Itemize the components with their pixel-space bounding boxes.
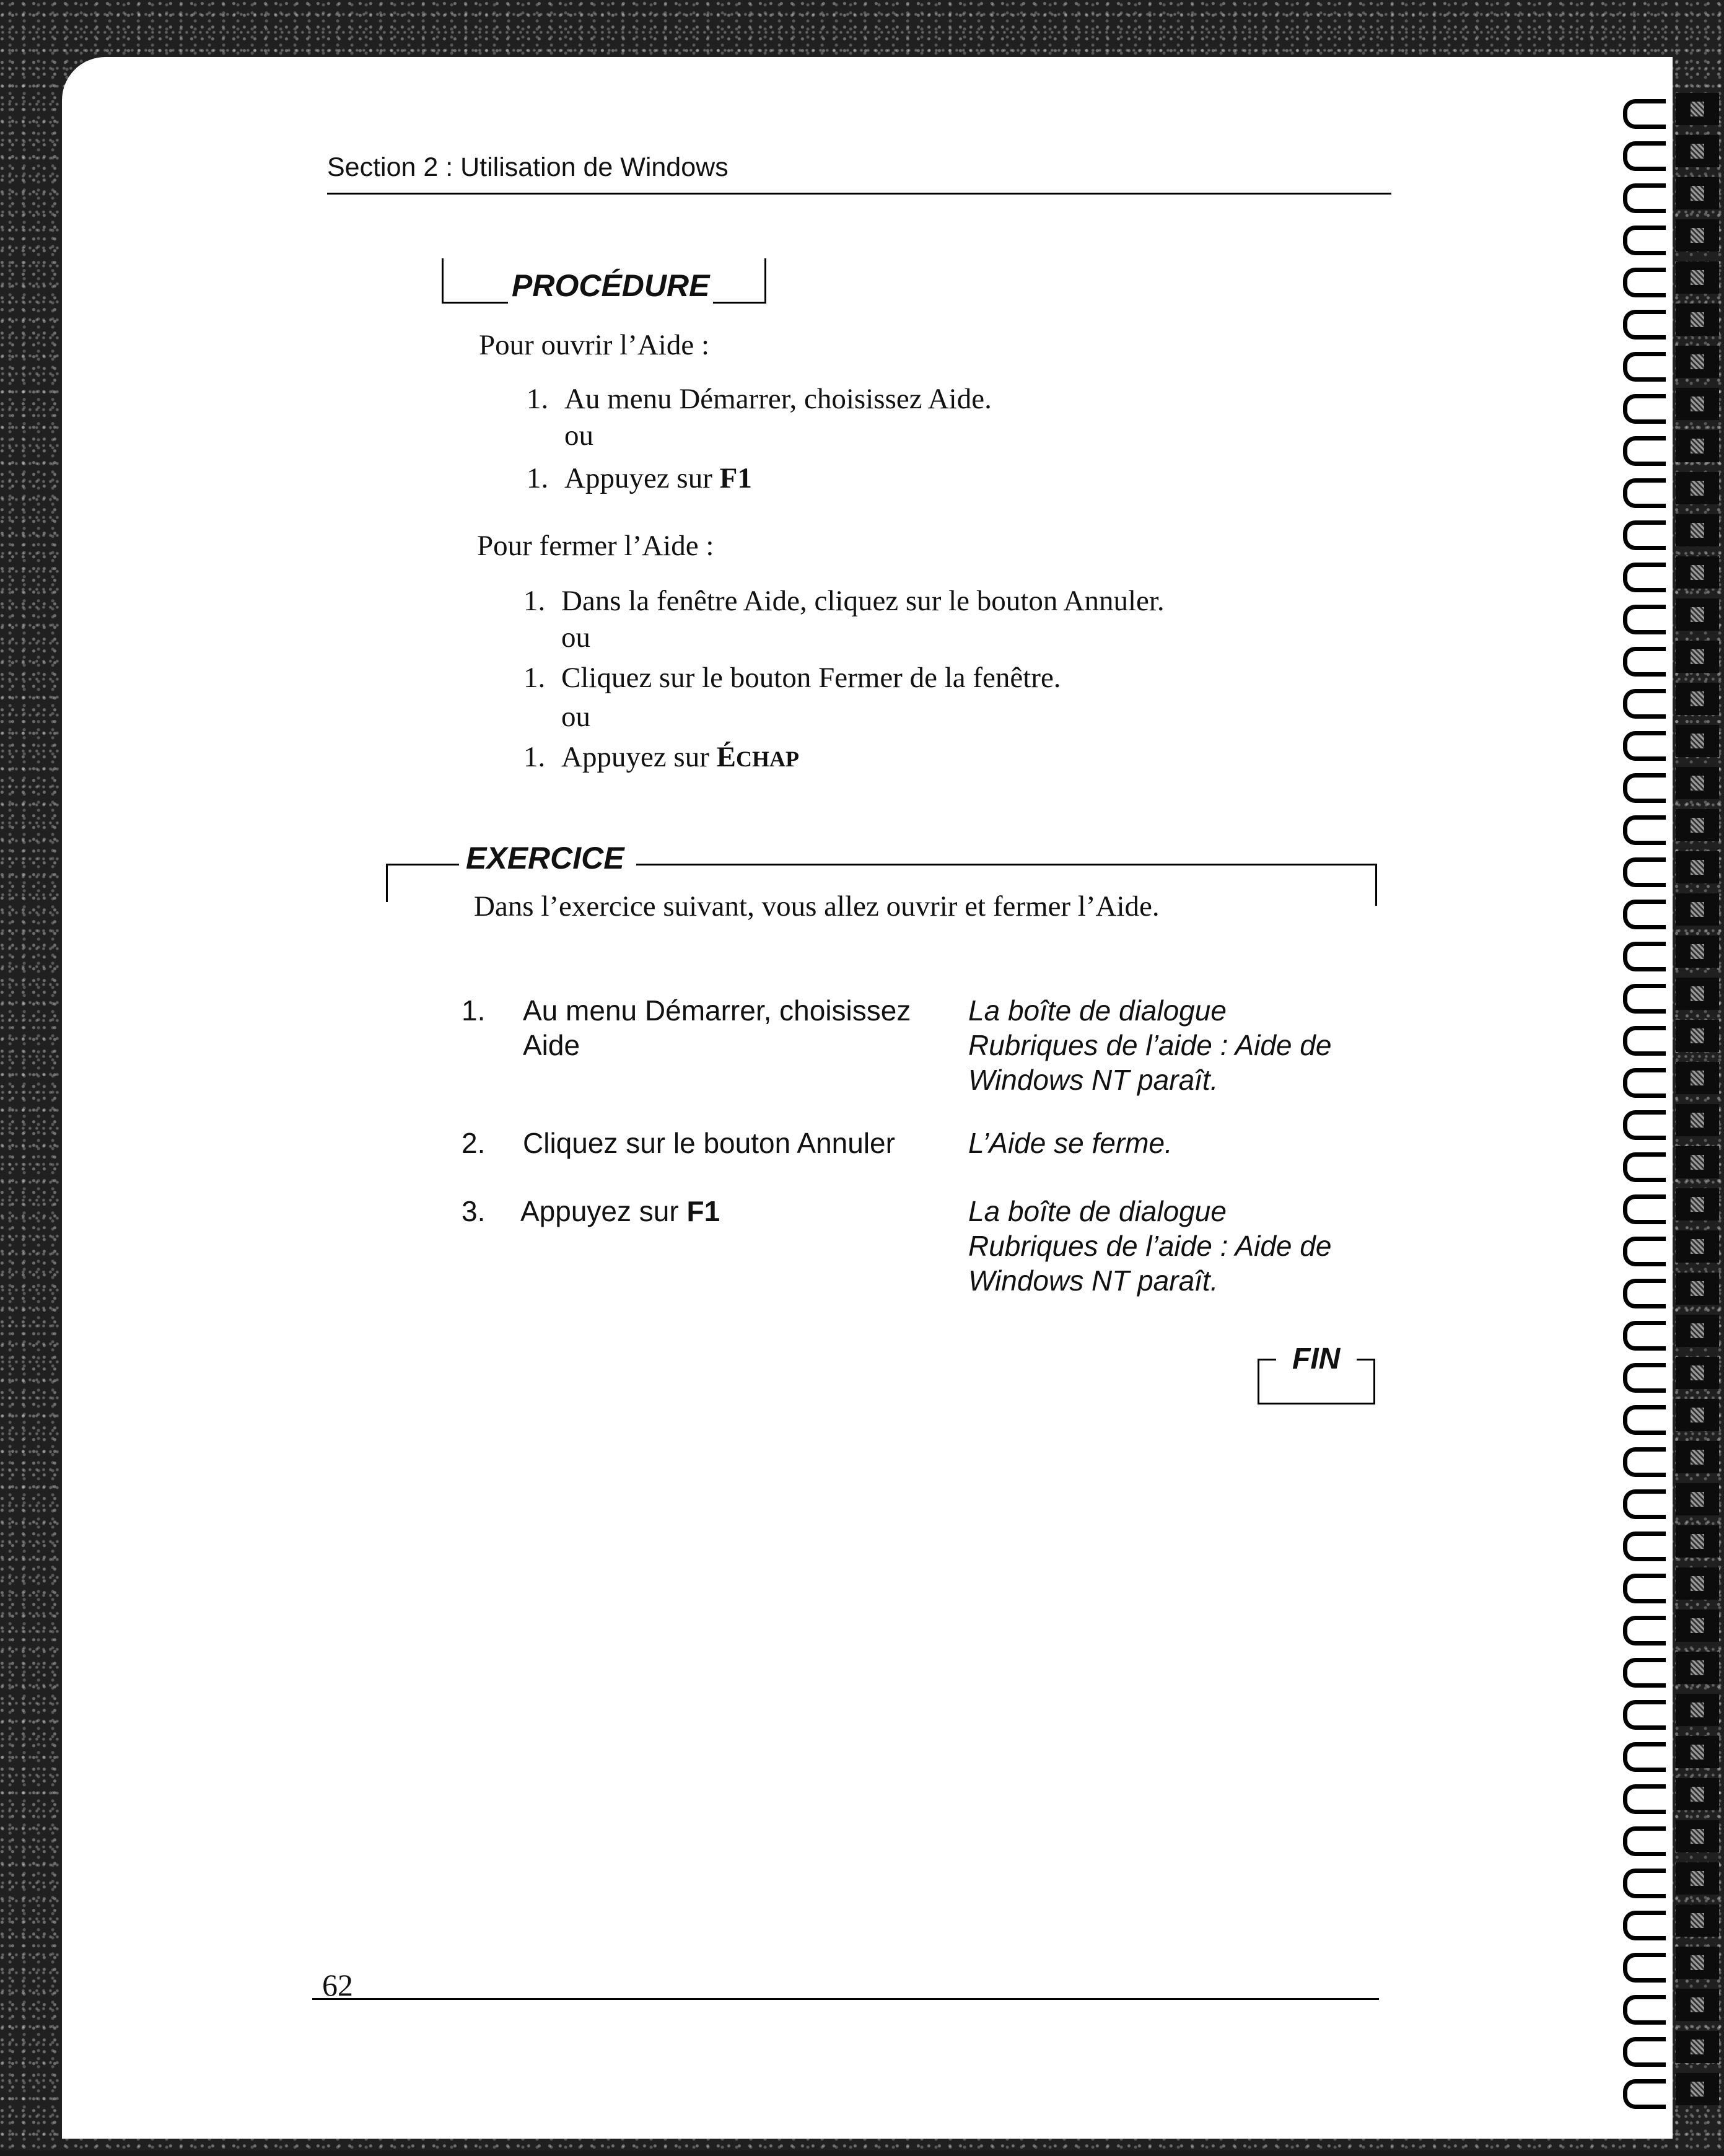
spiral-hole: [1676, 1188, 1719, 1220]
exercise-step-1-num: 1.: [462, 994, 486, 1027]
spiral-hole: [1676, 725, 1719, 757]
spiral-coil: [1623, 99, 1666, 129]
close-step-2-text: Cliquez sur le bouton Fermer de la fenêtre.: [561, 662, 1061, 694]
spiral-coil: [1623, 310, 1666, 340]
spiral-hole: [1676, 388, 1719, 420]
spiral-hole: [1676, 1020, 1719, 1052]
spiral-hole: [1676, 177, 1719, 209]
spiral-coil: [1623, 900, 1666, 929]
page-number: 62: [322, 1968, 353, 2002]
spiral-hole: [1676, 1736, 1719, 1768]
spiral-coil: [1623, 1784, 1666, 1814]
spiral-hole: [1676, 1947, 1719, 1979]
spiral-coil: [1623, 478, 1666, 508]
spiral-hole: [1676, 1062, 1719, 1094]
spiral-coil: [1623, 1026, 1666, 1056]
spiral-coil: [1623, 2037, 1666, 2067]
spiral-coil: [1623, 942, 1666, 971]
exercise-step-2-action: Cliquez sur le bouton Annuler: [523, 1127, 895, 1159]
spiral-hole: [1676, 261, 1719, 294]
spiral-hole: [1676, 1778, 1719, 1810]
spiral-hole: [1676, 1862, 1719, 1895]
spiral-coil: [1623, 1152, 1666, 1182]
spiral-coil: [1623, 1574, 1666, 1603]
spiral-hole: [1676, 1104, 1719, 1136]
exercise-frame-top-left: [386, 864, 459, 865]
spiral-hole: [1676, 1820, 1719, 1852]
spiral-coil: [1623, 1110, 1666, 1140]
or-label: ou: [564, 419, 593, 452]
or-label: ou: [561, 701, 590, 733]
spiral-hole: [1676, 598, 1719, 631]
open-step-2-text: Appuyez sur F1: [564, 462, 752, 494]
spiral-hole: [1676, 472, 1719, 504]
exercise-step-2-result: L’Aide se ferme.: [968, 1127, 1173, 1159]
spiral-hole: [1676, 1230, 1719, 1263]
spiral-coil: [1623, 1869, 1666, 1898]
close-step-1-num: 1.: [523, 585, 546, 617]
spiral-coil: [1623, 1489, 1666, 1519]
spiral-coil: [1623, 1826, 1666, 1856]
spiral-coil: [1623, 352, 1666, 382]
spiral-hole: [1676, 2031, 1719, 2063]
spiral-hole: [1676, 851, 1719, 883]
footer-rule: [312, 1998, 1379, 2000]
spiral-hole: [1676, 978, 1719, 1010]
spiral-hole: [1676, 641, 1719, 673]
or-label: ou: [561, 621, 590, 654]
spiral-hole: [1676, 1694, 1719, 1726]
spiral-coil: [1623, 1953, 1666, 1983]
end-label: FIN: [1292, 1343, 1341, 1375]
spiral-coil: [1623, 689, 1666, 719]
spiral-coil: [1623, 1911, 1666, 1940]
spiral-hole: [1676, 1273, 1719, 1305]
spiral-coil: [1623, 394, 1666, 424]
spiral-coil: [1623, 520, 1666, 550]
exercise-step-1-action: Au menu Démarrer, choisissez Aide: [523, 994, 911, 1061]
spiral-coil: [1623, 1363, 1666, 1393]
spiral-hole: [1676, 430, 1719, 462]
spiral-coil: [1623, 1995, 1666, 2025]
exercise-frame-left: [386, 864, 388, 902]
spiral-coil: [1623, 268, 1666, 297]
spiral-coil: [1623, 1742, 1666, 1772]
close-step-3-text: Appuyez sur ÉCHAP: [561, 741, 799, 773]
exercise-step-3-num: 3.: [462, 1195, 486, 1227]
exercise-step-1-result: La boîte de dialogue Rubriques de l’aide : Aide de Windows NT paraît.: [968, 994, 1332, 1096]
spiral-hole: [1676, 556, 1719, 589]
exercise-frame-right: [1375, 864, 1377, 906]
document-page: [62, 57, 1673, 2139]
end-box-top-right: [1357, 1359, 1373, 1361]
spiral-hole: [1676, 1483, 1719, 1515]
spiral-hole: [1676, 1610, 1719, 1642]
spiral-coil: [1623, 647, 1666, 677]
spiral-coil: [1623, 731, 1666, 761]
exercise-intro: Dans l’exercice suivant, vous allez ouvrir et fermer l’Aide.: [474, 890, 1160, 922]
end-box-top-left: [1258, 1359, 1276, 1361]
spiral-hole: [1676, 1146, 1719, 1178]
spiral-coil: [1623, 2079, 1666, 2109]
exercise-title: EXERCICE: [466, 841, 624, 875]
spiral-hole: [1676, 936, 1719, 968]
spiral-coil: [1623, 436, 1666, 466]
spiral-hole: [1676, 1567, 1719, 1600]
spiral-coil: [1623, 1194, 1666, 1224]
spiral-hole: [1676, 809, 1719, 841]
procedure-title: PROCÉDURE: [508, 268, 713, 304]
spiral-hole: [1676, 1357, 1719, 1389]
spiral-coil: [1623, 1405, 1666, 1435]
spiral-hole: [1676, 1652, 1719, 1684]
spiral-hole: [1676, 683, 1719, 715]
spiral-hole: [1676, 93, 1719, 125]
close-step-1-text: Dans la fenêtre Aide, cliquez sur le bouton Annuler.: [561, 585, 1165, 617]
spiral-hole: [1676, 1904, 1719, 1937]
exercise-step-3-result: La boîte de dialogue Rubriques de l’aide : Aide de Windows NT paraît.: [968, 1195, 1332, 1297]
spiral-hole: [1676, 767, 1719, 799]
header-rule: [327, 193, 1391, 195]
close-step-2-num: 1.: [523, 662, 546, 694]
key-f1: F1: [686, 1195, 720, 1227]
exercise-step-2-num: 2.: [462, 1127, 486, 1159]
open-help-intro: Pour ouvrir l’Aide :: [479, 329, 710, 361]
spiral-coil: [1623, 1616, 1666, 1645]
spiral-hole: [1676, 1315, 1719, 1347]
spiral-coil: [1623, 1447, 1666, 1477]
spiral-coil: [1623, 984, 1666, 1014]
spiral-hole: [1676, 346, 1719, 378]
spiral-hole: [1676, 2073, 1719, 2105]
running-header: Section 2 : Utilisation de Windows: [327, 152, 729, 182]
spiral-coil: [1623, 226, 1666, 255]
spiral-coil: [1623, 183, 1666, 213]
spiral-binding: [1611, 93, 1724, 2156]
spiral-coil: [1623, 141, 1666, 171]
spiral-coil: [1623, 815, 1666, 845]
spiral-hole: [1676, 1525, 1719, 1558]
spiral-hole: [1676, 304, 1719, 336]
exercise-step-3-action: Appuyez sur F1: [520, 1195, 720, 1227]
exercise-frame-top-right: [636, 864, 1377, 865]
spiral-coil: [1623, 1237, 1666, 1266]
close-step-3-num: 1.: [523, 741, 546, 773]
spiral-coil: [1623, 773, 1666, 803]
open-step-1-num: 1.: [527, 383, 549, 415]
spiral-coil: [1623, 1532, 1666, 1561]
spiral-coil: [1623, 563, 1666, 592]
spiral-coil: [1623, 1658, 1666, 1688]
spiral-hole: [1676, 219, 1719, 252]
open-step-2-num: 1.: [527, 462, 549, 494]
spiral-hole: [1676, 1441, 1719, 1473]
spiral-coil: [1623, 1321, 1666, 1351]
spiral-hole: [1676, 514, 1719, 546]
spiral-hole: [1676, 893, 1719, 926]
spiral-coil: [1623, 1068, 1666, 1098]
spiral-coil: [1623, 1279, 1666, 1308]
key-f1: F1: [719, 462, 752, 494]
spiral-coil: [1623, 1700, 1666, 1730]
spiral-hole: [1676, 1989, 1719, 2021]
spiral-coil: [1623, 857, 1666, 887]
open-step-1-text: Au menu Démarrer, choisissez Aide.: [564, 383, 992, 415]
spiral-coil: [1623, 605, 1666, 634]
spiral-hole: [1676, 135, 1719, 167]
key-echap: ÉCHAP: [716, 741, 799, 773]
spiral-hole: [1676, 1399, 1719, 1431]
close-help-intro: Pour fermer l’Aide :: [477, 530, 714, 562]
